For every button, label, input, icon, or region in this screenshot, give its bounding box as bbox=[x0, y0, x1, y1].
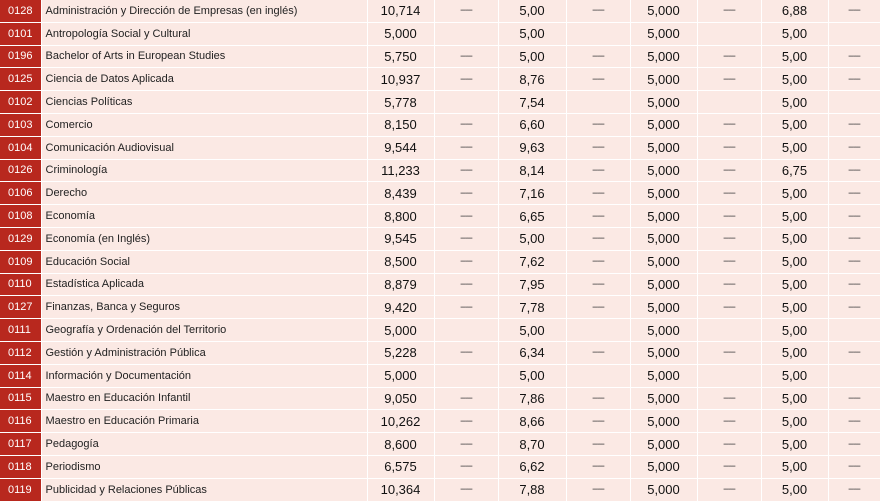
degree-name-cell: Comercio bbox=[41, 113, 367, 136]
degree-name-cell: Ciencias Políticas bbox=[41, 91, 367, 114]
placeholder-cell-2: ----- bbox=[566, 205, 630, 228]
grade-cell-1: 8,150 bbox=[367, 113, 434, 136]
table-row bbox=[0, 319, 880, 342]
placeholder-cell-1: ----- bbox=[434, 159, 498, 182]
degree-code-cell: 0114 bbox=[0, 364, 41, 387]
grade-cell-1: 8,500 bbox=[367, 250, 434, 273]
table-row bbox=[0, 182, 880, 205]
degree-code-cell: 0196 bbox=[0, 45, 41, 68]
grade-cell-4: 5,00 bbox=[761, 478, 828, 501]
placeholder-cell-1: ----- bbox=[434, 341, 498, 364]
placeholder-cell-3 bbox=[697, 91, 761, 114]
degree-name-cell: Estadística Aplicada bbox=[41, 273, 367, 296]
placeholder-cell-4: ----- bbox=[828, 455, 880, 478]
degree-name-cell: Maestro en Educación Primaria bbox=[41, 410, 367, 433]
degree-name-cell: Criminología bbox=[41, 159, 367, 182]
grade-cell-2: 7,62 bbox=[498, 250, 566, 273]
placeholder-cell-1: ----- bbox=[434, 0, 498, 22]
grade-cell-3: 5,000 bbox=[630, 433, 697, 456]
placeholder-cell-2: ----- bbox=[566, 113, 630, 136]
table-row bbox=[0, 113, 880, 136]
grade-cell-3: 5,000 bbox=[630, 455, 697, 478]
grade-cell-3: 5,000 bbox=[630, 136, 697, 159]
table-row bbox=[0, 22, 880, 45]
grade-cell-3: 5,000 bbox=[630, 22, 697, 45]
table-row bbox=[0, 136, 880, 159]
placeholder-cell-2 bbox=[566, 91, 630, 114]
degree-code-cell: 0110 bbox=[0, 273, 41, 296]
table-row bbox=[0, 273, 880, 296]
degree-code-cell: 0118 bbox=[0, 455, 41, 478]
table-row bbox=[0, 341, 880, 364]
degree-name-cell: Administración y Dirección de Empresas (en inglés) bbox=[41, 0, 367, 22]
grade-cell-3: 5,000 bbox=[630, 91, 697, 114]
placeholder-cell-4: ----- bbox=[828, 113, 880, 136]
grade-cell-4: 5,00 bbox=[761, 91, 828, 114]
grade-cell-1: 11,233 bbox=[367, 159, 434, 182]
grade-cell-1: 8,800 bbox=[367, 205, 434, 228]
grade-cell-2: 5,00 bbox=[498, 364, 566, 387]
placeholder-cell-4 bbox=[828, 91, 880, 114]
placeholder-cell-1: ----- bbox=[434, 205, 498, 228]
table-row bbox=[0, 478, 880, 501]
grade-cell-2: 8,14 bbox=[498, 159, 566, 182]
grade-cell-4: 5,00 bbox=[761, 273, 828, 296]
placeholder-cell-2: ----- bbox=[566, 250, 630, 273]
grade-cell-1: 9,544 bbox=[367, 136, 434, 159]
placeholder-cell-1 bbox=[434, 91, 498, 114]
placeholder-cell-4 bbox=[828, 22, 880, 45]
placeholder-cell-4: ----- bbox=[828, 410, 880, 433]
placeholder-cell-3: ----- bbox=[697, 0, 761, 22]
grade-cell-2: 9,63 bbox=[498, 136, 566, 159]
grade-cell-2: 5,00 bbox=[498, 319, 566, 342]
placeholder-cell-3: ----- bbox=[697, 341, 761, 364]
placeholder-cell-1: ----- bbox=[434, 478, 498, 501]
placeholder-cell-3: ----- bbox=[697, 45, 761, 68]
grade-cell-2: 7,78 bbox=[498, 296, 566, 319]
degree-code-cell: 0125 bbox=[0, 68, 41, 91]
table-row bbox=[0, 387, 880, 410]
placeholder-cell-2: ----- bbox=[566, 478, 630, 501]
placeholder-cell-4: ----- bbox=[828, 387, 880, 410]
placeholder-cell-3: ----- bbox=[697, 68, 761, 91]
placeholder-cell-2: ----- bbox=[566, 68, 630, 91]
grade-cell-2: 5,00 bbox=[498, 22, 566, 45]
grade-cell-3: 5,000 bbox=[630, 410, 697, 433]
placeholder-cell-1: ----- bbox=[434, 455, 498, 478]
placeholder-cell-4: ----- bbox=[828, 182, 880, 205]
placeholder-cell-1: ----- bbox=[434, 433, 498, 456]
grade-cell-2: 6,60 bbox=[498, 113, 566, 136]
grade-cell-3: 5,000 bbox=[630, 182, 697, 205]
degree-name-cell: Derecho bbox=[41, 182, 367, 205]
table-row bbox=[0, 364, 880, 387]
placeholder-cell-2: ----- bbox=[566, 227, 630, 250]
degree-code-cell: 0115 bbox=[0, 387, 41, 410]
placeholder-cell-1: ----- bbox=[434, 182, 498, 205]
table-row bbox=[0, 0, 880, 22]
grade-cell-3: 5,000 bbox=[630, 68, 697, 91]
grade-cell-1: 9,545 bbox=[367, 227, 434, 250]
placeholder-cell-2: ----- bbox=[566, 159, 630, 182]
grade-cell-1: 9,420 bbox=[367, 296, 434, 319]
placeholder-cell-4: ----- bbox=[828, 0, 880, 22]
grade-cell-4: 5,00 bbox=[761, 227, 828, 250]
placeholder-cell-1: ----- bbox=[434, 296, 498, 319]
grade-cell-1: 8,439 bbox=[367, 182, 434, 205]
placeholder-cell-2: ----- bbox=[566, 387, 630, 410]
degree-name-cell: Educación Social bbox=[41, 250, 367, 273]
grade-cell-3: 5,000 bbox=[630, 341, 697, 364]
degree-name-cell: Geografía y Ordenación del Territorio bbox=[41, 319, 367, 342]
grade-cell-4: 6,75 bbox=[761, 159, 828, 182]
placeholder-cell-2: ----- bbox=[566, 433, 630, 456]
placeholder-cell-4: ----- bbox=[828, 296, 880, 319]
degree-code-cell: 0129 bbox=[0, 227, 41, 250]
placeholder-cell-3: ----- bbox=[697, 205, 761, 228]
placeholder-cell-3: ----- bbox=[697, 455, 761, 478]
degree-code-cell: 0116 bbox=[0, 410, 41, 433]
degree-name-cell: Economía (en Inglés) bbox=[41, 227, 367, 250]
table-row bbox=[0, 410, 880, 433]
degree-code-cell: 0127 bbox=[0, 296, 41, 319]
grade-cell-1: 9,050 bbox=[367, 387, 434, 410]
degree-name-cell: Periodismo bbox=[41, 455, 367, 478]
placeholder-cell-3 bbox=[697, 364, 761, 387]
degree-code-cell: 0102 bbox=[0, 91, 41, 114]
degree-code-cell: 0109 bbox=[0, 250, 41, 273]
degree-name-cell: Publicidad y Relaciones Públicas bbox=[41, 478, 367, 501]
grade-cell-3: 5,000 bbox=[630, 478, 697, 501]
placeholder-cell-3: ----- bbox=[697, 410, 761, 433]
degree-code-cell: 0117 bbox=[0, 433, 41, 456]
placeholder-cell-3: ----- bbox=[697, 182, 761, 205]
table-row bbox=[0, 296, 880, 319]
placeholder-cell-3: ----- bbox=[697, 433, 761, 456]
grade-cell-3: 5,000 bbox=[630, 113, 697, 136]
grade-cell-4: 5,00 bbox=[761, 319, 828, 342]
placeholder-cell-1: ----- bbox=[434, 410, 498, 433]
degree-code-cell: 0119 bbox=[0, 478, 41, 501]
degree-code-cell: 0111 bbox=[0, 319, 41, 342]
grade-cell-4: 5,00 bbox=[761, 182, 828, 205]
grade-cell-2: 7,86 bbox=[498, 387, 566, 410]
placeholder-cell-2: ----- bbox=[566, 296, 630, 319]
degree-code-cell: 0101 bbox=[0, 22, 41, 45]
grade-cell-3: 5,000 bbox=[630, 387, 697, 410]
placeholder-cell-3: ----- bbox=[697, 273, 761, 296]
grade-cell-4: 5,00 bbox=[761, 455, 828, 478]
grade-cell-3: 5,000 bbox=[630, 364, 697, 387]
placeholder-cell-3 bbox=[697, 22, 761, 45]
placeholder-cell-3: ----- bbox=[697, 250, 761, 273]
table-row bbox=[0, 68, 880, 91]
grade-cell-2: 6,65 bbox=[498, 205, 566, 228]
placeholder-cell-4: ----- bbox=[828, 205, 880, 228]
grade-cell-4: 5,00 bbox=[761, 136, 828, 159]
grade-cell-4: 5,00 bbox=[761, 250, 828, 273]
placeholder-cell-2 bbox=[566, 22, 630, 45]
placeholder-cell-3: ----- bbox=[697, 159, 761, 182]
placeholder-cell-4: ----- bbox=[828, 45, 880, 68]
grade-cell-1: 5,778 bbox=[367, 91, 434, 114]
placeholder-cell-1 bbox=[434, 364, 498, 387]
placeholder-cell-4: ----- bbox=[828, 159, 880, 182]
table-row bbox=[0, 250, 880, 273]
grade-cell-4: 5,00 bbox=[761, 113, 828, 136]
grade-cell-2: 8,70 bbox=[498, 433, 566, 456]
grade-cell-2: 6,34 bbox=[498, 341, 566, 364]
placeholder-cell-3 bbox=[697, 319, 761, 342]
table-row bbox=[0, 455, 880, 478]
degree-code-cell: 0104 bbox=[0, 136, 41, 159]
grade-cell-2: 7,95 bbox=[498, 273, 566, 296]
placeholder-cell-4: ----- bbox=[828, 273, 880, 296]
grade-cell-2: 7,54 bbox=[498, 91, 566, 114]
grade-cell-4: 5,00 bbox=[761, 433, 828, 456]
placeholder-cell-2: ----- bbox=[566, 182, 630, 205]
degree-name-cell: Pedagogía bbox=[41, 433, 367, 456]
degree-code-cell: 0108 bbox=[0, 205, 41, 228]
grade-cell-3: 5,000 bbox=[630, 227, 697, 250]
degree-name-cell: Ciencia de Datos Aplicada bbox=[41, 68, 367, 91]
placeholder-cell-1: ----- bbox=[434, 273, 498, 296]
placeholder-cell-1 bbox=[434, 22, 498, 45]
table-row bbox=[0, 433, 880, 456]
placeholder-cell-4: ----- bbox=[828, 478, 880, 501]
placeholder-cell-2 bbox=[566, 319, 630, 342]
grade-cell-1: 10,364 bbox=[367, 478, 434, 501]
placeholder-cell-2: ----- bbox=[566, 136, 630, 159]
grade-cell-2: 6,62 bbox=[498, 455, 566, 478]
degree-code-cell: 0128 bbox=[0, 0, 41, 22]
placeholder-cell-2: ----- bbox=[566, 45, 630, 68]
table-row bbox=[0, 159, 880, 182]
placeholder-cell-4: ----- bbox=[828, 341, 880, 364]
placeholder-cell-2 bbox=[566, 364, 630, 387]
grade-cell-2: 5,00 bbox=[498, 0, 566, 22]
grade-cell-3: 5,000 bbox=[630, 45, 697, 68]
grade-cell-3: 5,000 bbox=[630, 273, 697, 296]
placeholder-cell-3: ----- bbox=[697, 227, 761, 250]
placeholder-cell-3: ----- bbox=[697, 478, 761, 501]
placeholder-cell-1: ----- bbox=[434, 250, 498, 273]
placeholder-cell-2: ----- bbox=[566, 455, 630, 478]
placeholder-cell-3: ----- bbox=[697, 296, 761, 319]
placeholder-cell-1: ----- bbox=[434, 136, 498, 159]
grade-cell-2: 8,66 bbox=[498, 410, 566, 433]
grade-cell-4: 5,00 bbox=[761, 341, 828, 364]
grade-cell-4: 5,00 bbox=[761, 68, 828, 91]
placeholder-cell-3: ----- bbox=[697, 136, 761, 159]
placeholder-cell-2: ----- bbox=[566, 341, 630, 364]
grade-cell-2: 7,88 bbox=[498, 478, 566, 501]
placeholder-cell-2: ----- bbox=[566, 410, 630, 433]
grade-cell-4: 6,88 bbox=[761, 0, 828, 22]
grade-cell-1: 8,879 bbox=[367, 273, 434, 296]
grade-cell-4: 5,00 bbox=[761, 45, 828, 68]
placeholder-cell-1: ----- bbox=[434, 45, 498, 68]
placeholder-cell-4 bbox=[828, 364, 880, 387]
grade-cell-1: 10,262 bbox=[367, 410, 434, 433]
grade-cell-1: 8,600 bbox=[367, 433, 434, 456]
placeholder-cell-4: ----- bbox=[828, 68, 880, 91]
grade-cell-4: 5,00 bbox=[761, 387, 828, 410]
placeholder-cell-1: ----- bbox=[434, 387, 498, 410]
degree-name-cell: Información y Documentación bbox=[41, 364, 367, 387]
degree-name-cell: Comunicación Audiovisual bbox=[41, 136, 367, 159]
table-row bbox=[0, 91, 880, 114]
degree-code-cell: 0126 bbox=[0, 159, 41, 182]
grade-cell-1: 5,000 bbox=[367, 22, 434, 45]
placeholder-cell-4: ----- bbox=[828, 227, 880, 250]
grade-cell-1: 10,937 bbox=[367, 68, 434, 91]
degree-name-cell: Gestión y Administración Pública bbox=[41, 341, 367, 364]
grade-cell-1: 5,750 bbox=[367, 45, 434, 68]
degree-name-cell: Antropología Social y Cultural bbox=[41, 22, 367, 45]
grade-cell-1: 6,575 bbox=[367, 455, 434, 478]
degree-name-cell: Finanzas, Banca y Seguros bbox=[41, 296, 367, 319]
table-row bbox=[0, 45, 880, 68]
placeholder-cell-4: ----- bbox=[828, 433, 880, 456]
placeholder-cell-4: ----- bbox=[828, 250, 880, 273]
grade-cell-1: 5,228 bbox=[367, 341, 434, 364]
grade-cell-3: 5,000 bbox=[630, 205, 697, 228]
placeholder-cell-3: ----- bbox=[697, 113, 761, 136]
grade-cell-1: 10,714 bbox=[367, 0, 434, 22]
table-row bbox=[0, 227, 880, 250]
grade-cell-1: 5,000 bbox=[367, 364, 434, 387]
placeholder-cell-4 bbox=[828, 319, 880, 342]
grade-cell-4: 5,00 bbox=[761, 364, 828, 387]
placeholder-cell-3: ----- bbox=[697, 387, 761, 410]
grade-cell-4: 5,00 bbox=[761, 296, 828, 319]
grade-cell-3: 5,000 bbox=[630, 159, 697, 182]
grade-cell-4: 5,00 bbox=[761, 22, 828, 45]
grade-cell-1: 5,000 bbox=[367, 319, 434, 342]
placeholder-cell-2: ----- bbox=[566, 0, 630, 22]
grade-cell-2: 8,76 bbox=[498, 68, 566, 91]
grade-cell-3: 5,000 bbox=[630, 0, 697, 22]
grade-cell-4: 5,00 bbox=[761, 410, 828, 433]
grade-cell-3: 5,000 bbox=[630, 250, 697, 273]
table-row bbox=[0, 205, 880, 228]
grade-cell-2: 5,00 bbox=[498, 227, 566, 250]
degree-name-cell: Economía bbox=[41, 205, 367, 228]
degree-code-cell: 0106 bbox=[0, 182, 41, 205]
grade-cell-4: 5,00 bbox=[761, 205, 828, 228]
placeholder-cell-1: ----- bbox=[434, 68, 498, 91]
placeholder-cell-4: ----- bbox=[828, 136, 880, 159]
placeholder-cell-1: ----- bbox=[434, 113, 498, 136]
degree-code-cell: 0112 bbox=[0, 341, 41, 364]
degree-code-cell: 0103 bbox=[0, 113, 41, 136]
grade-cell-2: 7,16 bbox=[498, 182, 566, 205]
grade-cell-3: 5,000 bbox=[630, 296, 697, 319]
placeholder-cell-1 bbox=[434, 319, 498, 342]
placeholder-cell-1: ----- bbox=[434, 227, 498, 250]
degree-name-cell: Bachelor of Arts in European Studies bbox=[41, 45, 367, 68]
grade-cell-2: 5,00 bbox=[498, 45, 566, 68]
grade-cell-3: 5,000 bbox=[630, 319, 697, 342]
degree-name-cell: Maestro en Educación Infantil bbox=[41, 387, 367, 410]
placeholder-cell-2: ----- bbox=[566, 273, 630, 296]
